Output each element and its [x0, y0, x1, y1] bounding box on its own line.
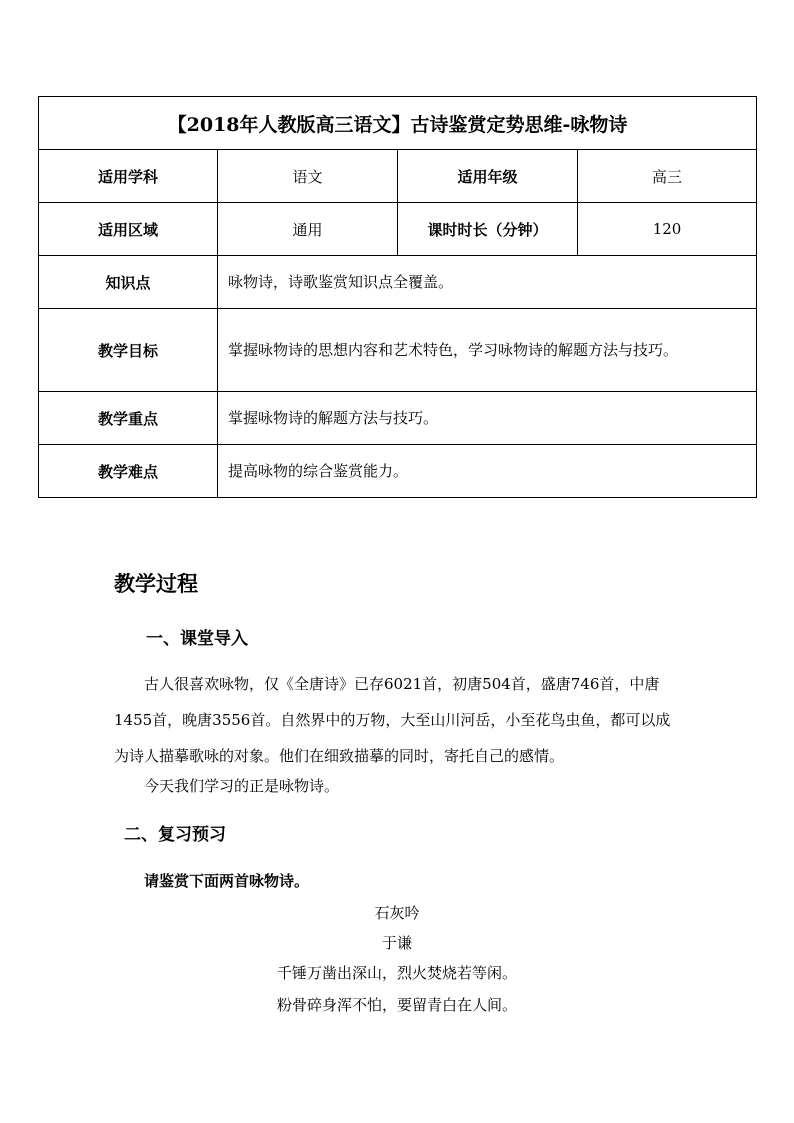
- difficulty-value: 提高咏物的综合鉴赏能力。: [218, 445, 757, 498]
- section1-paragraph-2: 今天我们学习的正是咏物诗。: [144, 777, 340, 795]
- goal-value: 掌握咏物诗的思想内容和艺术特色，学习咏物诗的解题方法与技巧。: [218, 309, 757, 392]
- subject-value: 语文: [218, 150, 398, 203]
- section2-title: 二、复习预习: [124, 825, 226, 845]
- table-title: 【2018年人教版高三语文】古诗鉴赏定势思维-咏物诗: [39, 97, 757, 150]
- focus-value: 掌握咏物诗的解题方法与技巧。: [218, 392, 757, 445]
- duration-value: 120: [578, 203, 757, 256]
- goal-label: 教学目标: [39, 309, 218, 392]
- poem-line-2: 粉骨碎身浑不怕，要留青白在人间。: [276, 996, 517, 1014]
- focus-label: 教学重点: [39, 392, 218, 445]
- grade-value: 高三: [578, 150, 757, 203]
- section1-title: 一、课堂导入: [146, 629, 248, 649]
- subject-label: 适用学科: [39, 150, 218, 203]
- lesson-info-table: [38, 96, 757, 498]
- section1-paragraph-1: 古人很喜欢咏物，仅《全唐诗》已存6021首，初唐504首，盛唐746首，中唐1455首，晚唐3556首。自然界中的万物，大至山川河岳，小至花鸟虫鱼，都可以成为诗人描摹歌咏的对象。他们在细致描摹的同时，寄托自己的感情。: [114, 675, 671, 765]
- grade-label: 适用年级: [398, 150, 578, 203]
- knowledge-label: 知识点: [39, 256, 218, 309]
- region-value: 通用: [218, 203, 398, 256]
- review-prompt: 请鉴赏下面两首咏物诗。: [144, 872, 310, 890]
- difficulty-label: 教学难点: [39, 445, 218, 498]
- duration-label: 课时时长（分钟）: [398, 203, 578, 256]
- poem-author: 于谦: [381, 934, 412, 952]
- process-heading: 教学过程: [114, 571, 198, 596]
- poem-title: 石灰吟: [374, 904, 420, 922]
- poem-line-1: 千锤万凿出深山，烈火焚烧若等闲。: [276, 964, 517, 982]
- knowledge-value: 咏物诗，诗歌鉴赏知识点全覆盖。: [218, 256, 757, 309]
- region-label: 适用区域: [39, 203, 218, 256]
